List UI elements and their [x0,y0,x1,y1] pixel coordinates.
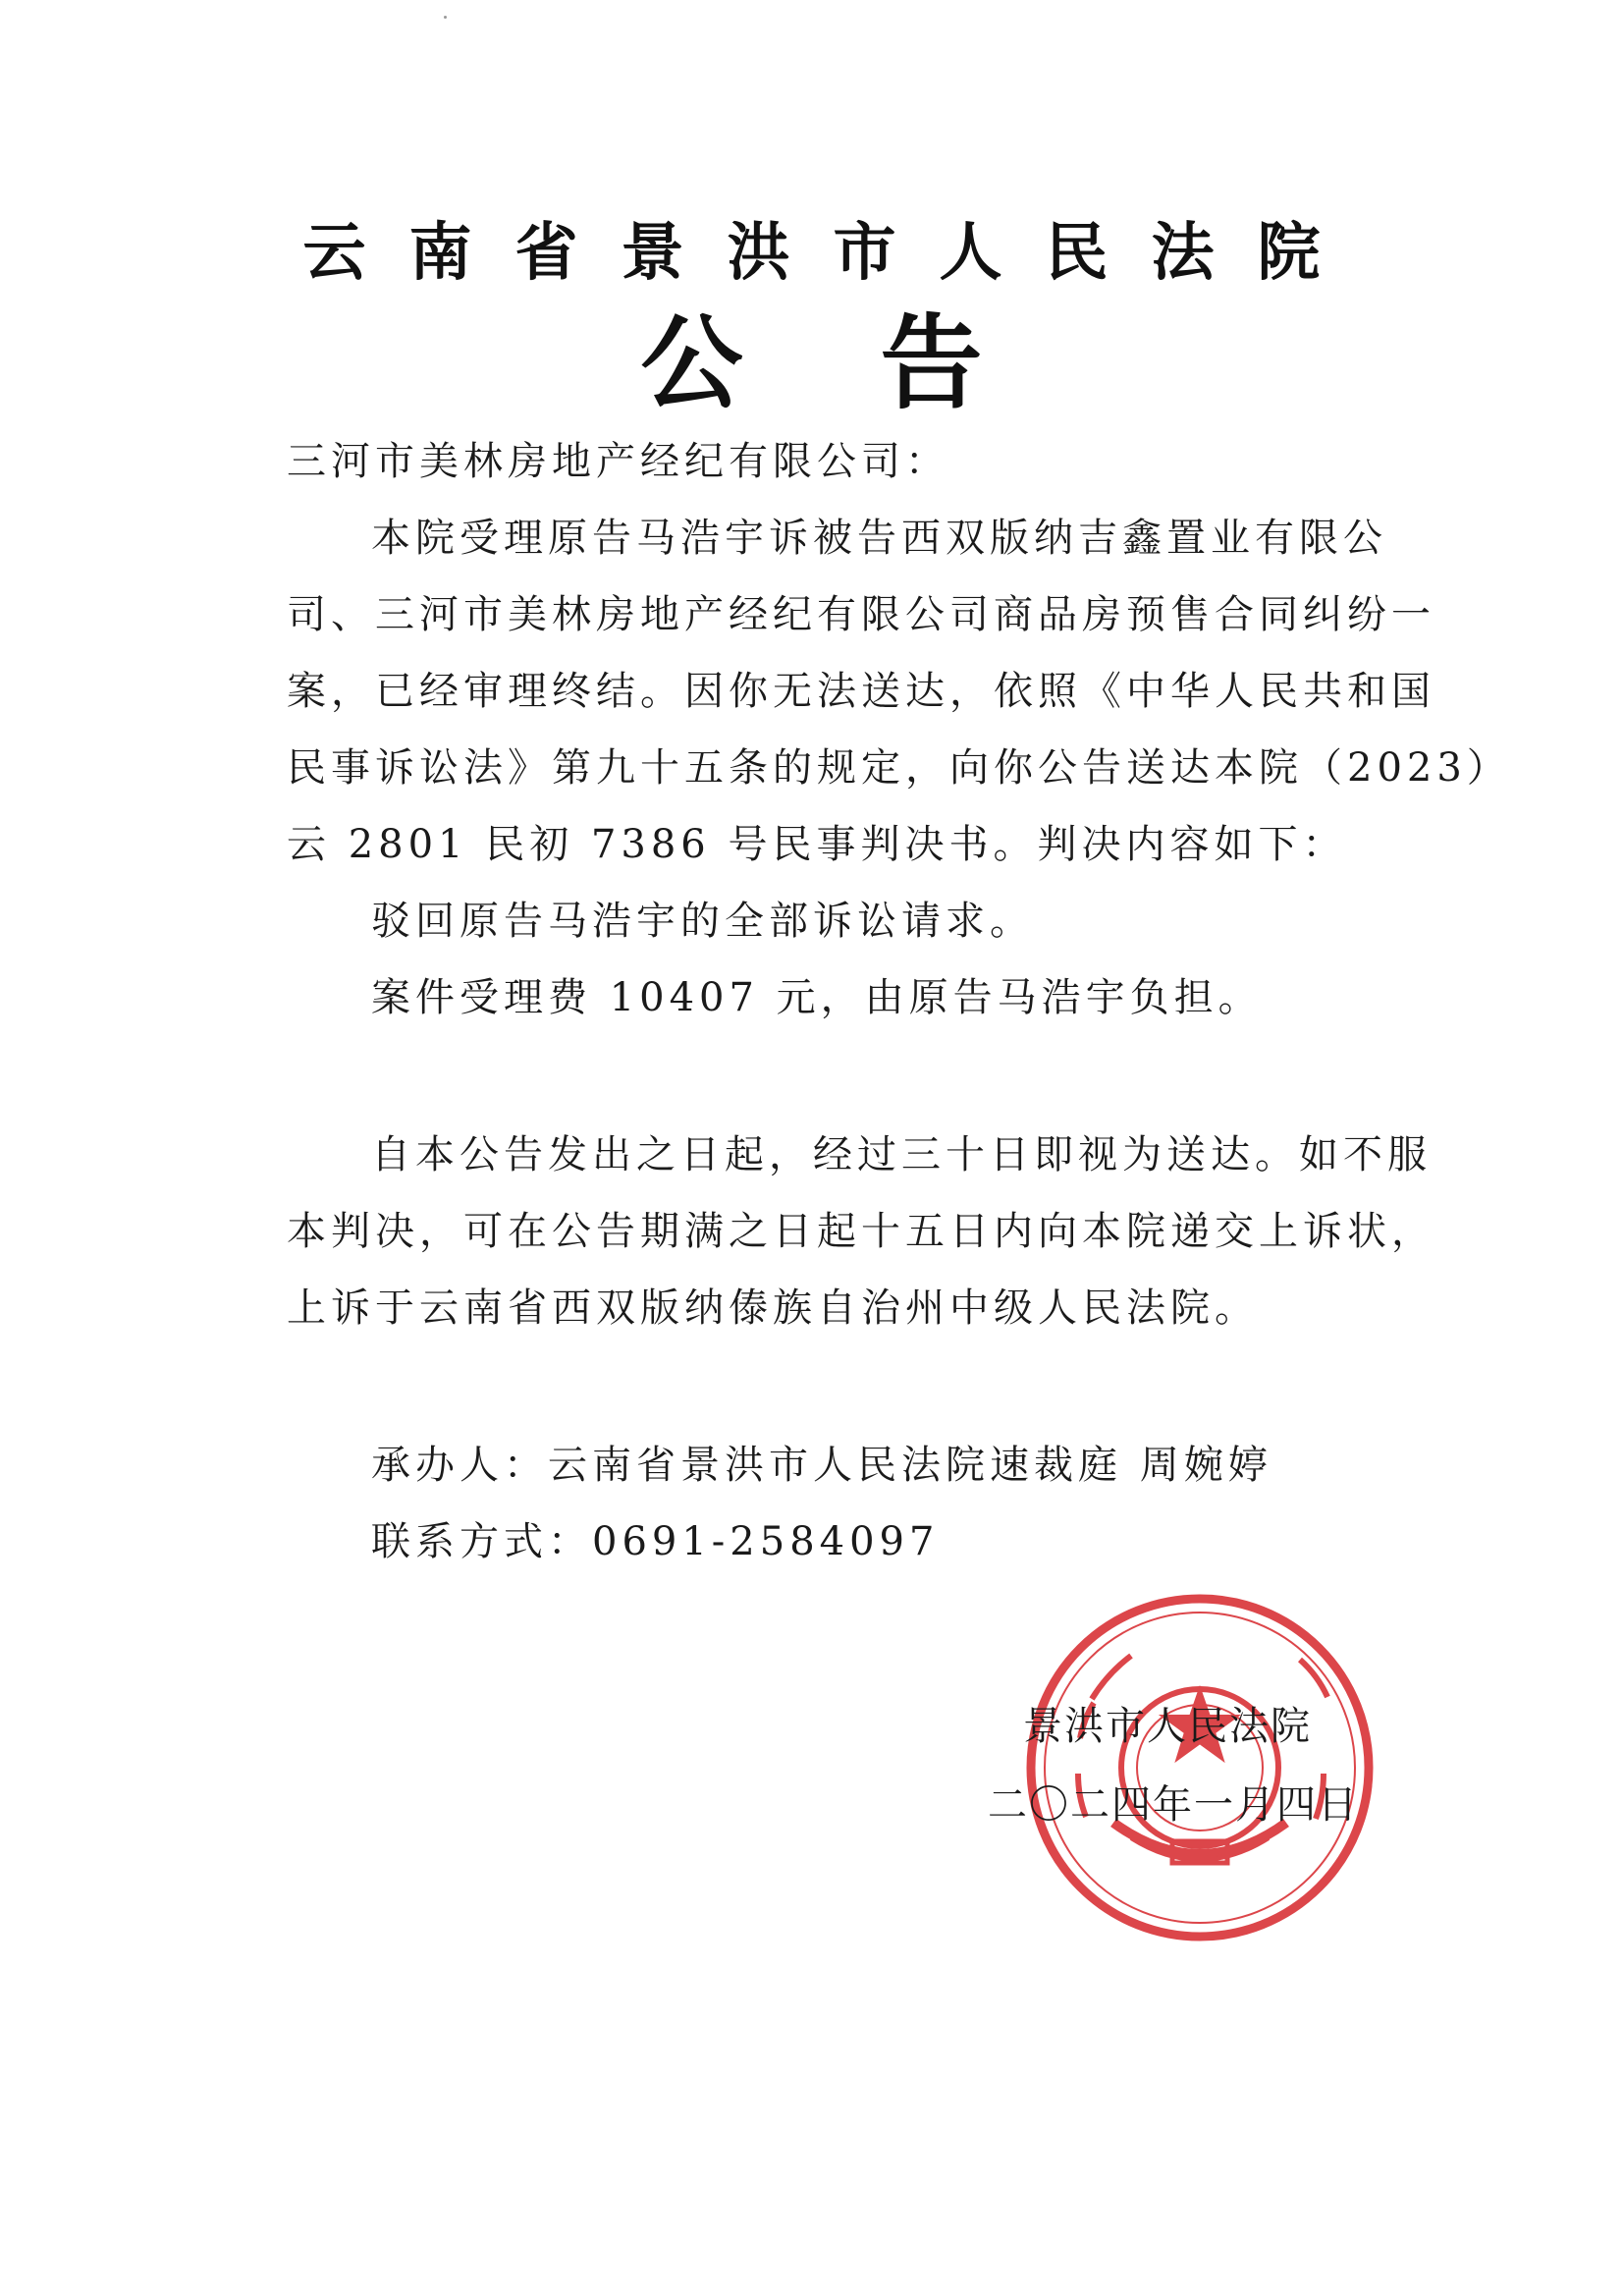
notice-line-1: 自本公告发出之日起，经过三十日即视为送达。如不服 [371,1132,1432,1177]
judgment-line-1: 驳回原告马浩宇的全部诉讼请求。 [371,899,1034,944]
signature-court-name: 景洪市人民法院 [1023,1704,1312,1749]
scan-speck [444,16,447,19]
contact-phone-line: 联系方式：0691-2584097 [371,1519,940,1564]
court-seal-stamp [1023,1591,1377,1944]
judgment-line-2: 案件受理费 10407 元，由原告马浩宇负担。 [371,975,1263,1020]
notice-title: 公告 [640,303,1120,423]
handler-line: 承办人：云南省景洪市人民法院速裁庭 周婉婷 [371,1443,1272,1488]
body-line-5: 云 2801 民初 7386 号民事判决书。判决内容如下： [287,822,1347,867]
body-line-2: 司、三河市美林房地产经纪有限公司商品房预售合同纠纷一 [287,592,1435,637]
body-line-1: 本院受理原告马浩宇诉被告西双版纳吉鑫置业有限公 [371,516,1387,561]
recipient-line: 三河市美林房地产经纪有限公司： [287,439,949,484]
notice-line-2: 本判决，可在公告期满之日起十五日内向本院递交上诉状， [287,1209,1435,1254]
court-name-heading: 云南省景洪市人民法院 [302,217,1364,290]
signature-date: 二〇二四年一月四日 [988,1782,1359,1828]
notice-line-3: 上诉于云南省西双版纳傣族自治州中级人民法院。 [287,1285,1259,1331]
body-line-4: 民事诉讼法》第九十五条的规定，向你公告送达本院（2023） [287,745,1511,791]
body-line-3: 案，已经审理终结。因你无法送达，依照《中华人民共和国 [287,669,1435,714]
